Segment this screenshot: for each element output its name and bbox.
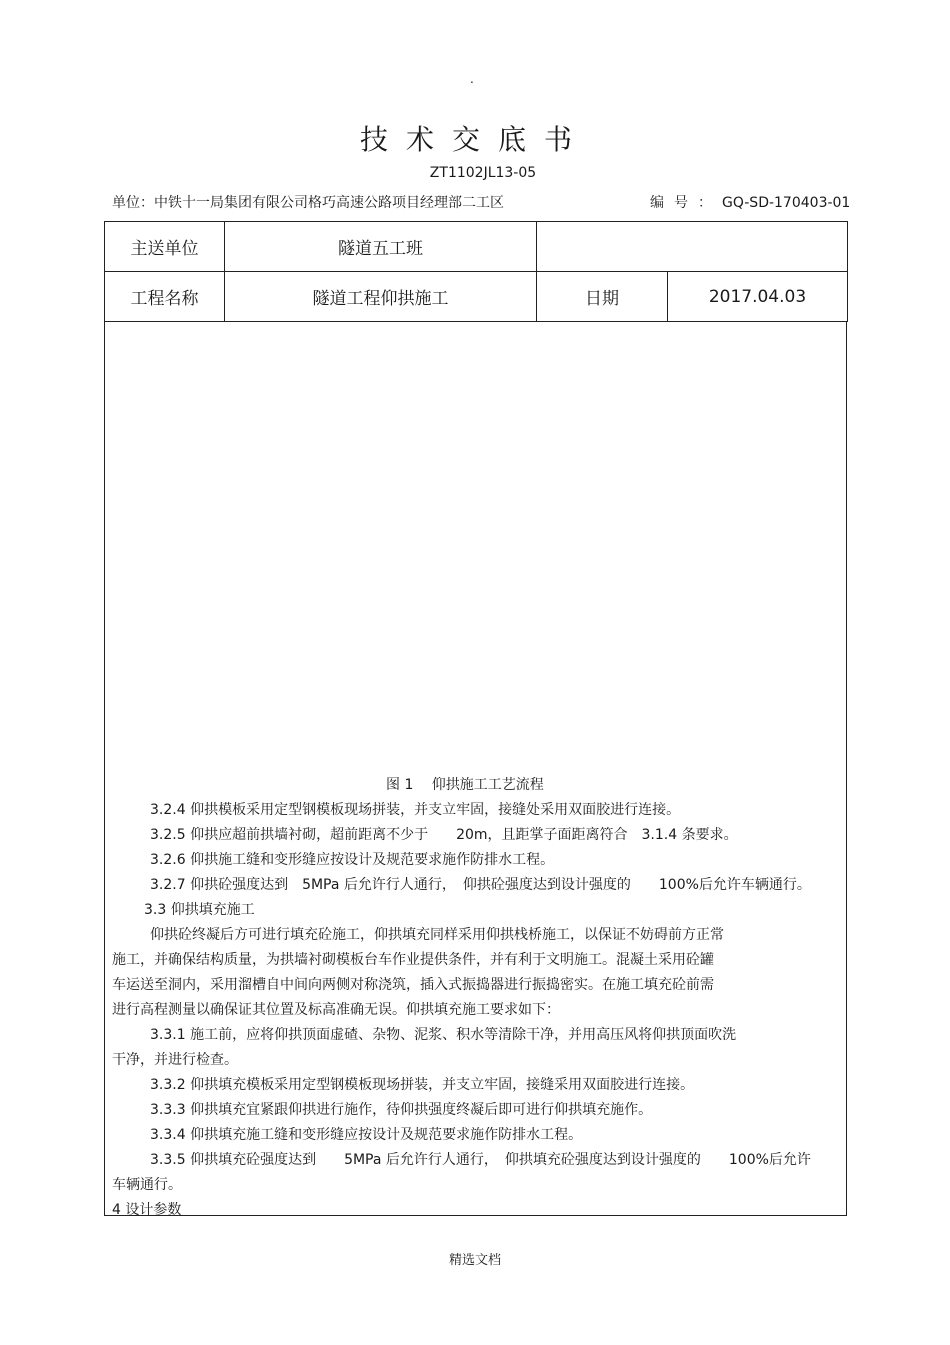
project-row [105,272,848,322]
project-label: 工程名称 [105,272,225,322]
content-line: 3.3.1 施工前，应将仰拱顶面虚碴、杂物、泥浆、积水等清除干净，并用高压风将仰拱顶面吹洗 [150,1027,737,1043]
content-line: 仰拱砼终凝后方可进行填充砼施工，仰拱填充同样采用仰拱栈桥施工，以保证不妨碍前方正常 [150,927,724,943]
figure-caption: 图 1 仰拱施工工艺流程 [386,777,544,793]
send-unit-label: 主送单位 [105,222,225,272]
send-unit-value: 隧道五工班 [225,222,537,272]
content-line: 3.2.5 仰拱应超前拱墙衬砌，超前距离不少于 20m，且距掌子面距离符合 3.1.4 条要求。 [150,827,738,843]
project-value: 隧道工程仰拱施工 [225,272,537,322]
content-line: 3.3.2 仰拱填充模板采用定型钢模板现场拼装，并支立牢固，接缝采用双面胶进行连接。 [150,1077,695,1093]
content-line: 干净，并进行检查。 [112,1052,238,1068]
content-line: 车运送至洞内，采用溜槽自中间向两侧对称浇筑，插入式振捣器进行振捣密实。在施工填充砼前需 [112,977,714,993]
date-value: 2017.04.03 [668,272,848,322]
serial-value: GQ-SD-170403-01 [722,195,851,211]
section-heading: 3.3 仰拱填充施工 [144,902,255,918]
content-line: 进行高程测量以确保证其位置及标高准确无误。仰拱填充施工要求如下： [112,1002,560,1018]
section-heading: 4 设计参数 [112,1202,182,1218]
send-unit-row [105,222,848,272]
date-label: 日期 [537,272,668,322]
content-line: 车辆通行。 [112,1177,182,1193]
content-line: 3.3.3 仰拱填充宜紧跟仰拱进行施作，待仰拱强度终凝后即可进行仰拱填充施作。 [150,1102,653,1118]
document-title: 技术交底书 [359,123,590,156]
content-line: 3.2.7 仰拱砼强度达到 5MPa 后允许行人通行， 仰拱砼强度达到设计强度的 100%后允许车辆通行。 [150,877,811,893]
serial-number [650,192,850,212]
content-line: 3.3.5 仰拱填充砼强度达到 5MPa 后允许行人通行， 仰拱填充砼强度达到设计强度的 100%后允许 [150,1152,811,1168]
page-dot: . [470,72,474,86]
serial-label: 编号： [650,195,722,211]
content-line: 3.2.6 仰拱施工缝和变形缝应按设计及规范要求施作防排水工程。 [150,852,555,868]
content-line: 施工，并确保结构质量，为拱墙衬砌模板台车作业提供条件，并有利于文明施工。混凝土采用砼罐 [112,952,714,968]
header-table [104,221,848,322]
send-unit-blank [537,222,848,272]
unit-line: 单位：中铁十一局集团有限公司格巧高速公路项目经理部二工区 [112,195,504,211]
content-line: 3.2.4 仰拱模板采用定型钢模板现场拼装，并支立牢固，接缝处采用双面胶进行连接。 [150,802,681,818]
document-code: ZT1102JL13-05 [429,165,537,181]
footer-text: 精选文档 [448,1253,501,1268]
content-line: 3.3.4 仰拱填充施工缝和变形缝应按设计及规范要求施作防排水工程。 [150,1127,583,1143]
